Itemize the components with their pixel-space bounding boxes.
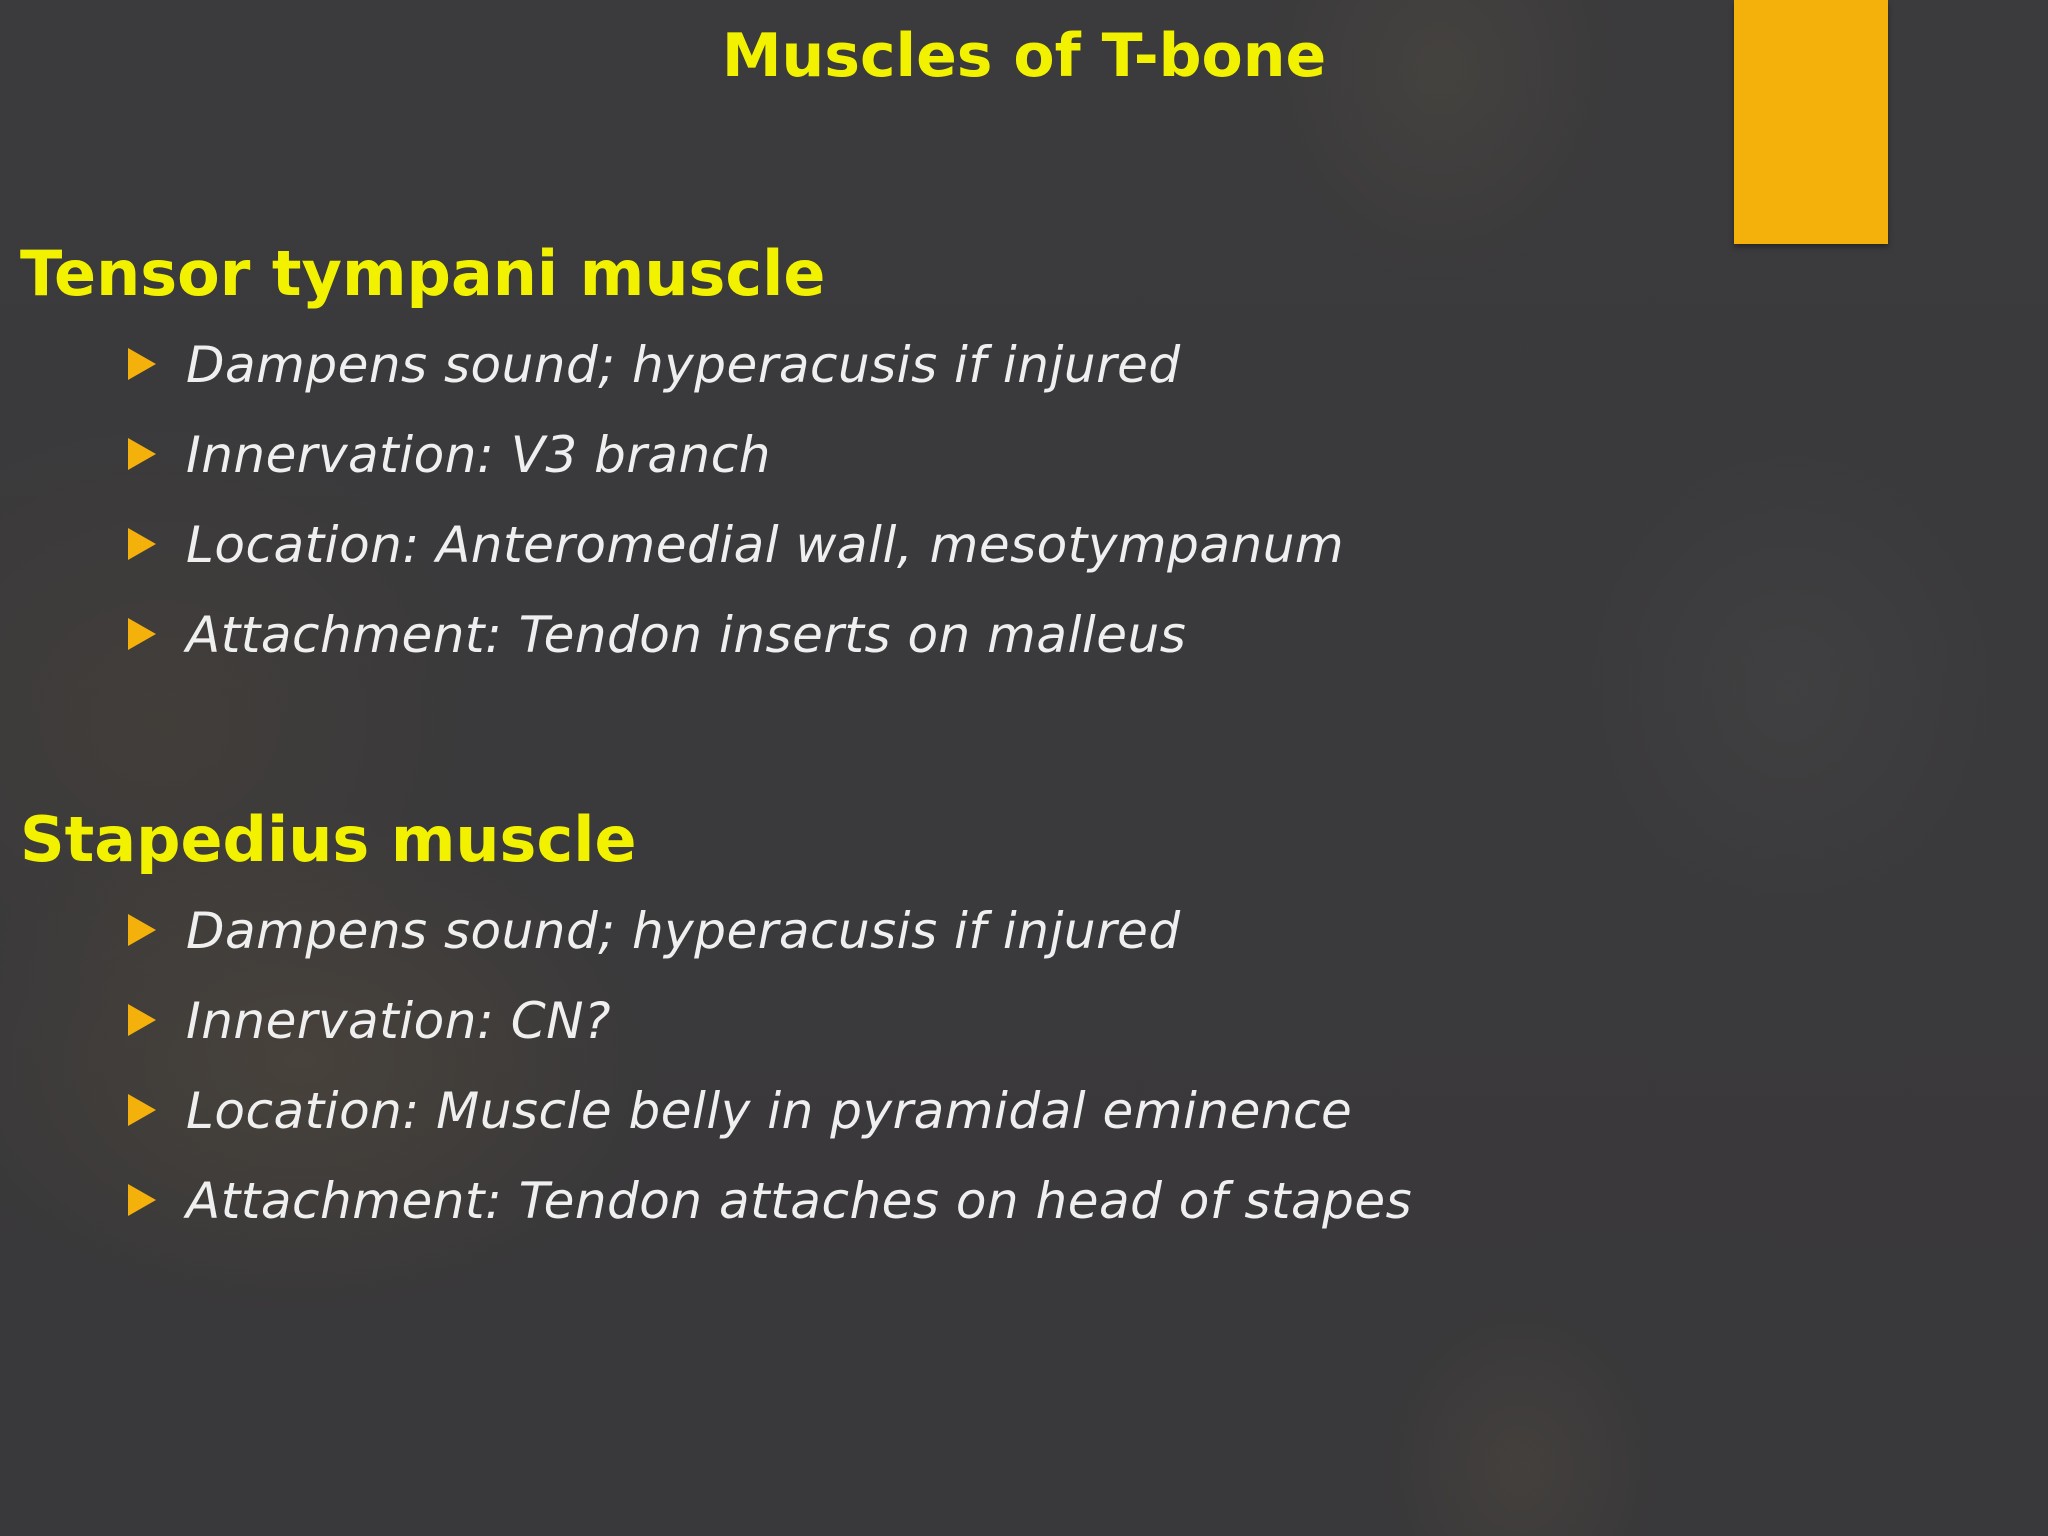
section-stapedius [0,802,1700,1246]
triangle-right-icon [128,618,156,650]
list-item [0,976,1700,1066]
list-item [0,590,1700,680]
bullet-text: Dampens sound; hyperacusis if injured [186,902,1181,960]
list-item [0,320,1700,410]
triangle-right-icon [128,438,156,470]
section-heading: Tensor tympani muscle [20,237,826,310]
list-item [0,1066,1700,1156]
slide-title: Muscles of T-bone [721,21,1327,91]
list-item [0,500,1700,590]
triangle-right-icon [128,914,156,946]
bullet-text: Innervation: CN? [186,992,612,1050]
section-heading: Stapedius muscle [20,803,637,876]
bullet-text: Dampens sound; hyperacusis if injured [186,336,1181,394]
list-item [0,1156,1700,1246]
bullet-list [0,886,1700,1246]
bullet-list [0,320,1700,680]
bullet-text: Attachment: Tendon inserts on malleus [186,606,1187,664]
bullet-text: Innervation: V3 branch [186,426,771,484]
list-item [0,886,1700,976]
triangle-right-icon [128,1184,156,1216]
bullet-text: Location: Muscle belly in pyramidal eminence [186,1082,1353,1140]
triangle-right-icon [128,528,156,560]
triangle-right-icon [128,1004,156,1036]
bullet-text: Location: Anteromedial wall, mesotympanum [186,516,1345,574]
bullet-text: Attachment: Tendon attaches on head of stapes [186,1172,1413,1230]
section-tensor-tympani [0,236,1700,680]
list-item [0,410,1700,500]
triangle-right-icon [128,1094,156,1126]
triangle-right-icon [128,348,156,380]
